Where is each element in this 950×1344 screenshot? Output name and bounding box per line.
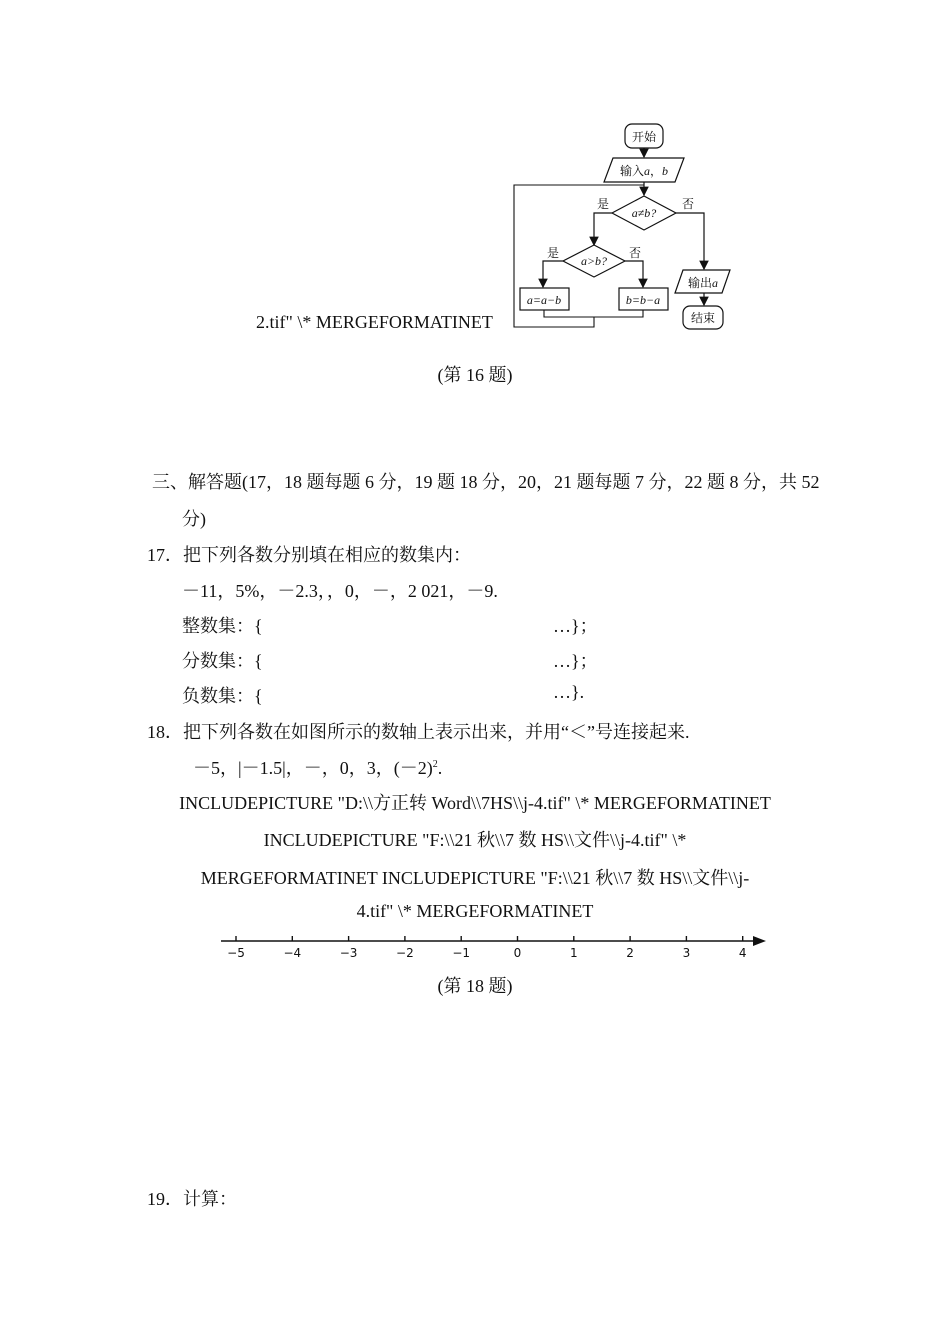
flow-condition-a-neq-b: [612, 196, 676, 230]
q18-numbers: －5，|－1.5|，－，0，3，$(-2)^2$.: [193, 758, 443, 778]
q17-numbers: －11，5%，－2.3，，0，－，2 021，－9.: [182, 581, 498, 601]
number-line-tick-label: −5: [227, 946, 245, 960]
number-line-tick-label: 3: [682, 946, 691, 960]
q18-field-line-3: MERGEFORMATINET INCLUDEPICTURE "F:\\21 秋\\7 数 HS\\文件\\j-: [200, 868, 750, 888]
section3-title: 三、解答题(17，18 题每题 6 分，19 题 18 分，20，21 题每题 7 分，22 题 8 分，共 52: [152, 472, 820, 492]
flow-yes-label: 是: [596, 197, 610, 211]
number-line-tick-label: 2: [626, 946, 634, 960]
number-line-tick-label: 1: [569, 946, 578, 960]
q17-integer-set-label: 整数集：{: [182, 616, 263, 636]
flow-condition-a-gt-b: [563, 245, 625, 277]
svg-text:输入a，b: 输入a，b: [619, 164, 669, 178]
flow-input-node: [604, 158, 684, 182]
section3-title-cont: 分): [182, 509, 206, 529]
svg-text:结束: 结束: [690, 311, 716, 325]
q17-negative-set-label: 负数集：{: [182, 686, 263, 706]
flow-assign-a: [520, 288, 569, 310]
q18-field-line-2: INCLUDEPICTURE "F:\\21 秋\\7 数 HS\\文件\\j-4.tif" \*: [263, 830, 687, 850]
number-line-tick-label: −3: [339, 946, 358, 960]
svg-text:b=b−a: b=b−a: [625, 293, 661, 307]
number-line-tick-label: −4: [283, 946, 302, 960]
number-line-arrow: [753, 936, 766, 946]
q18-caption: (第 18 题): [437, 976, 513, 996]
svg-text:a=a−b: a=a−b: [526, 293, 562, 307]
svg-text:输出a: 输出a: [687, 276, 719, 290]
flow-start-node: [625, 124, 663, 148]
flow-no-label-2: 否: [628, 246, 642, 260]
svg-text:开始: 开始: [631, 130, 657, 144]
q18-field-line-4: 4.tif" \* MERGEFORMATINET: [356, 901, 594, 921]
q17-fraction-set-end: …}；: [553, 651, 598, 671]
number-line-tick-label: 0: [513, 946, 522, 960]
flow-output-node: [675, 270, 730, 293]
flow-end-node: [683, 306, 723, 329]
q17-fraction-set-label: 分数集：{: [182, 651, 263, 671]
q18-field-line-1: INCLUDEPICTURE "D:\\方正转 Word\\7HS\\j-4.tif" \* MERGEFORMATINET: [179, 793, 771, 813]
number-line-tick-label: −1: [452, 946, 471, 960]
q18-prompt: 18．把下列各数在如图所示的数轴上表示出来，并用“＜”号连接起来.: [147, 722, 690, 742]
svg-text:a>b?: a>b?: [580, 254, 608, 268]
q16-field-code: 2.tif" \* MERGEFORMATINET: [256, 312, 493, 332]
flow-assign-b: [619, 288, 668, 310]
flowchart-q16: [500, 115, 760, 340]
q17-prompt: 17．把下列各数分别填在相应的数集内：: [147, 545, 471, 565]
q18-number-line: [215, 930, 775, 962]
flow-no-label: 否: [681, 197, 695, 211]
q16-caption: (第 16 题): [437, 365, 513, 385]
svg-text:a≠b?: a≠b?: [631, 206, 657, 220]
q19-prompt: 19．计算：: [147, 1189, 237, 1209]
number-line-tick-label: −2: [396, 946, 414, 960]
number-line-tick-label: 4: [738, 946, 747, 960]
flow-yes-label-2: 是: [546, 246, 560, 260]
q17-integer-set-end: …}；: [553, 616, 598, 636]
q17-negative-set-end: …}.: [553, 682, 585, 702]
